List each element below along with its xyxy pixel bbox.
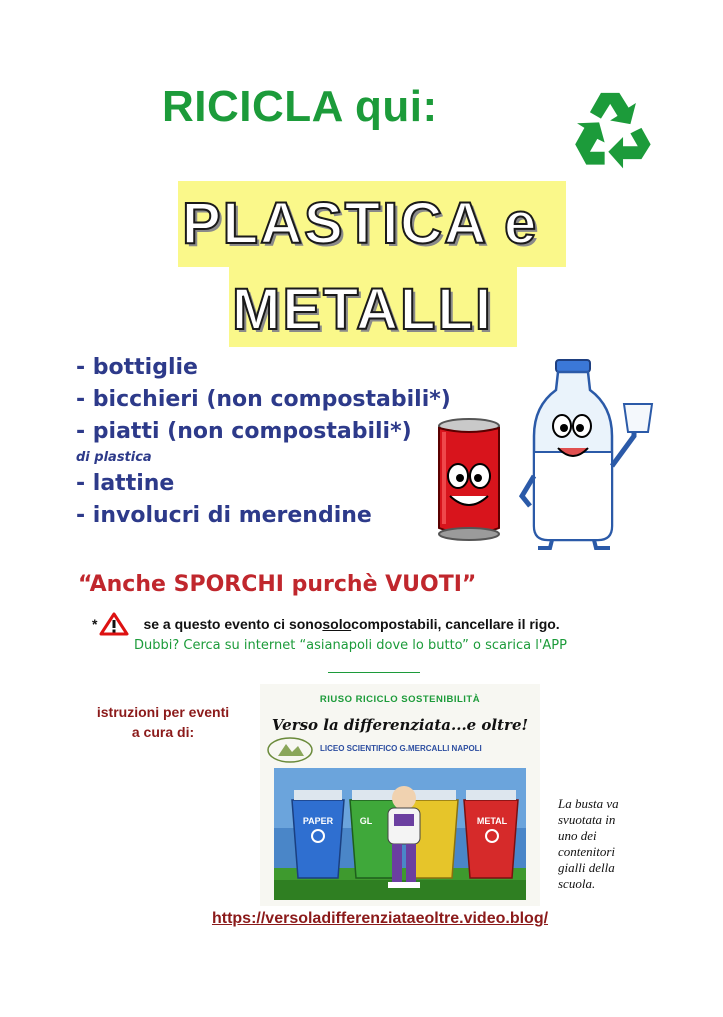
footnote-text-underlined: solo bbox=[322, 616, 352, 632]
dubbi-hint: Dubbi? Cerca su internet “asianapoli dove lo butto” o scarica l'APP bbox=[134, 638, 567, 653]
school-logo bbox=[266, 736, 314, 764]
item-plastica-note: di plastica bbox=[76, 450, 152, 465]
footnote bbox=[92, 612, 560, 636]
footnote-text-after: compostabili, cancellare il rigo. bbox=[351, 616, 560, 632]
title-line-2: METALLI bbox=[232, 277, 493, 342]
warning-icon bbox=[99, 612, 129, 636]
istruzioni-line-1: istruzioni per eventi bbox=[96, 704, 230, 720]
recycling-bins-picture bbox=[274, 768, 526, 900]
item-lattine: - lattine bbox=[76, 471, 175, 496]
promo-school: LICEO SCIENTIFICO G.MERCALLI NAPOLI bbox=[320, 744, 482, 753]
bin-label-metal: METAL bbox=[476, 816, 508, 826]
item-bottiglie: - bottiglie bbox=[76, 355, 198, 380]
milk-bottle-illustration bbox=[518, 356, 670, 552]
items-list bbox=[76, 352, 451, 532]
istruzioni-label bbox=[78, 702, 248, 742]
side-note: La busta va svuotata in uno dei contenitori gialli della scuola. bbox=[558, 796, 619, 891]
bin-label-glass: GL bbox=[359, 816, 373, 826]
item-bicchieri: - bicchieri (non compostabili*) bbox=[76, 387, 451, 412]
bin-label-paper: PAPER bbox=[302, 816, 334, 826]
divider-rule bbox=[328, 672, 420, 673]
item-piatti: - piatti (non compostabili*) bbox=[76, 419, 412, 444]
footnote-star: * bbox=[92, 616, 98, 632]
blog-link[interactable]: https://versoladifferenziataeoltre.video.blog/ bbox=[211, 910, 549, 927]
promo-tagline: RIUSO RICICLO SOSTENIBILITÀ bbox=[319, 694, 481, 705]
slogan: “Anche SPORCHI purchè VUOTI” bbox=[78, 572, 477, 597]
promo-title: Verso la differenziata...e oltre! bbox=[271, 716, 529, 734]
headline: RICICLA qui: bbox=[162, 82, 438, 131]
title-line-1: PLASTICA e bbox=[182, 191, 539, 256]
footnote-text-before: se a questo evento ci sono bbox=[143, 616, 323, 632]
istruzioni-line-2: a cura di: bbox=[131, 724, 195, 740]
item-involucri: - involucri di merendine bbox=[76, 503, 372, 528]
promo-banner bbox=[260, 684, 540, 906]
recycle-icon bbox=[566, 80, 658, 172]
soda-can-illustration bbox=[428, 416, 510, 544]
